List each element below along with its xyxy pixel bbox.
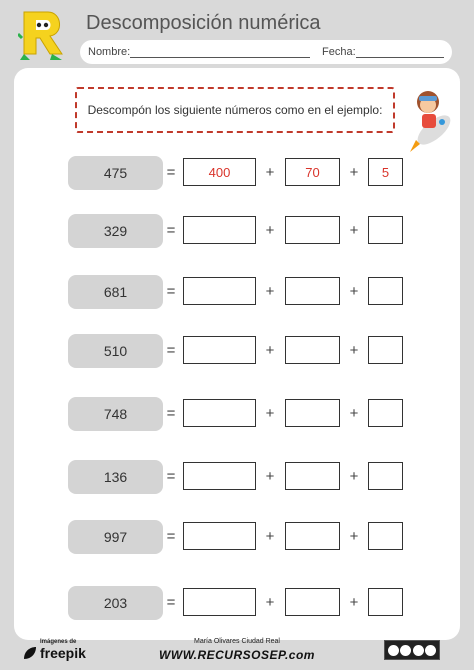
plus-sign: +: [265, 405, 275, 422]
units-answer-box[interactable]: [368, 216, 403, 244]
plus-sign: +: [265, 342, 275, 359]
units-answer-box[interactable]: [368, 399, 403, 427]
row-3: [0, 275, 474, 309]
row-5: [0, 397, 474, 431]
kid-on-rocket-icon: [398, 82, 456, 154]
plus-sign: +: [265, 283, 275, 300]
instruction-box: Descompón los siguiente números como en el ejemplo:: [75, 87, 395, 133]
plus-sign: +: [349, 405, 359, 422]
number-to-decompose: 997: [68, 520, 163, 554]
units-answer-box[interactable]: [368, 277, 403, 305]
name-field[interactable]: [130, 57, 310, 58]
equals-sign: =: [166, 594, 176, 611]
plus-sign: +: [349, 528, 359, 545]
tens-answer-box[interactable]: [285, 216, 340, 244]
plus-sign: +: [265, 528, 275, 545]
number-to-decompose: 329: [68, 214, 163, 248]
plus-sign: +: [265, 164, 275, 181]
row-6: [0, 460, 474, 494]
number-to-decompose: 748: [68, 397, 163, 431]
units-answer-box[interactable]: [368, 336, 403, 364]
plus-sign: +: [349, 164, 359, 181]
hundreds-answer-box[interactable]: [183, 336, 256, 364]
row-1: [0, 156, 474, 190]
plus-sign: +: [349, 342, 359, 359]
plus-sign: +: [265, 222, 275, 239]
tens-answer-box[interactable]: [285, 399, 340, 427]
name-label: Nombre:: [88, 46, 131, 58]
tens-answer-box[interactable]: [285, 462, 340, 490]
row-8: [0, 586, 474, 620]
tens-answer-box[interactable]: [285, 588, 340, 616]
plus-sign: +: [349, 222, 359, 239]
equals-sign: =: [166, 342, 176, 359]
letter-r-mascot-logo: [18, 8, 70, 64]
hundreds-answer-box[interactable]: [183, 216, 256, 244]
plus-sign: +: [349, 283, 359, 300]
hundreds-answer-box[interactable]: [183, 462, 256, 490]
tens-answer-box[interactable]: [285, 522, 340, 550]
hundreds-answer-box[interactable]: 400: [183, 158, 256, 186]
hundreds-answer-box[interactable]: [183, 522, 256, 550]
date-field[interactable]: [356, 57, 444, 58]
row-4: [0, 334, 474, 368]
equals-sign: =: [166, 468, 176, 485]
units-answer-box[interactable]: 5: [368, 158, 403, 186]
units-answer-box[interactable]: [368, 588, 403, 616]
page-title: Descomposición numérica: [86, 12, 321, 34]
units-answer-box[interactable]: [368, 462, 403, 490]
tens-answer-box[interactable]: [285, 336, 340, 364]
hundreds-answer-box[interactable]: [183, 399, 256, 427]
number-to-decompose: 475: [68, 156, 163, 190]
plus-sign: +: [265, 594, 275, 611]
units-answer-box[interactable]: [368, 522, 403, 550]
row-2: [0, 214, 474, 248]
equals-sign: =: [166, 164, 176, 181]
equals-sign: =: [166, 283, 176, 300]
equals-sign: =: [166, 405, 176, 422]
number-to-decompose: 681: [68, 275, 163, 309]
plus-sign: +: [349, 468, 359, 485]
equals-sign: =: [166, 528, 176, 545]
name-date-bar: [80, 40, 452, 64]
tens-answer-box[interactable]: 70: [285, 158, 340, 186]
number-to-decompose: 136: [68, 460, 163, 494]
plus-sign: +: [349, 594, 359, 611]
images-credit-label: Imágenes de: [40, 639, 77, 645]
cc-by-nc-nd-icon: [384, 640, 440, 660]
freepik-brand: freepik: [40, 645, 86, 661]
hundreds-answer-box[interactable]: [183, 588, 256, 616]
tens-answer-box[interactable]: [285, 277, 340, 305]
number-to-decompose: 510: [68, 334, 163, 368]
author-credit: María Olivares Ciudad Real: [194, 638, 280, 645]
number-to-decompose: 203: [68, 586, 163, 620]
hundreds-answer-box[interactable]: [183, 277, 256, 305]
date-label: Fecha:: [322, 46, 356, 58]
plus-sign: +: [265, 468, 275, 485]
equals-sign: =: [166, 222, 176, 239]
website-link[interactable]: WWW.RECURSOSEP.com: [159, 648, 315, 662]
row-7: [0, 520, 474, 554]
